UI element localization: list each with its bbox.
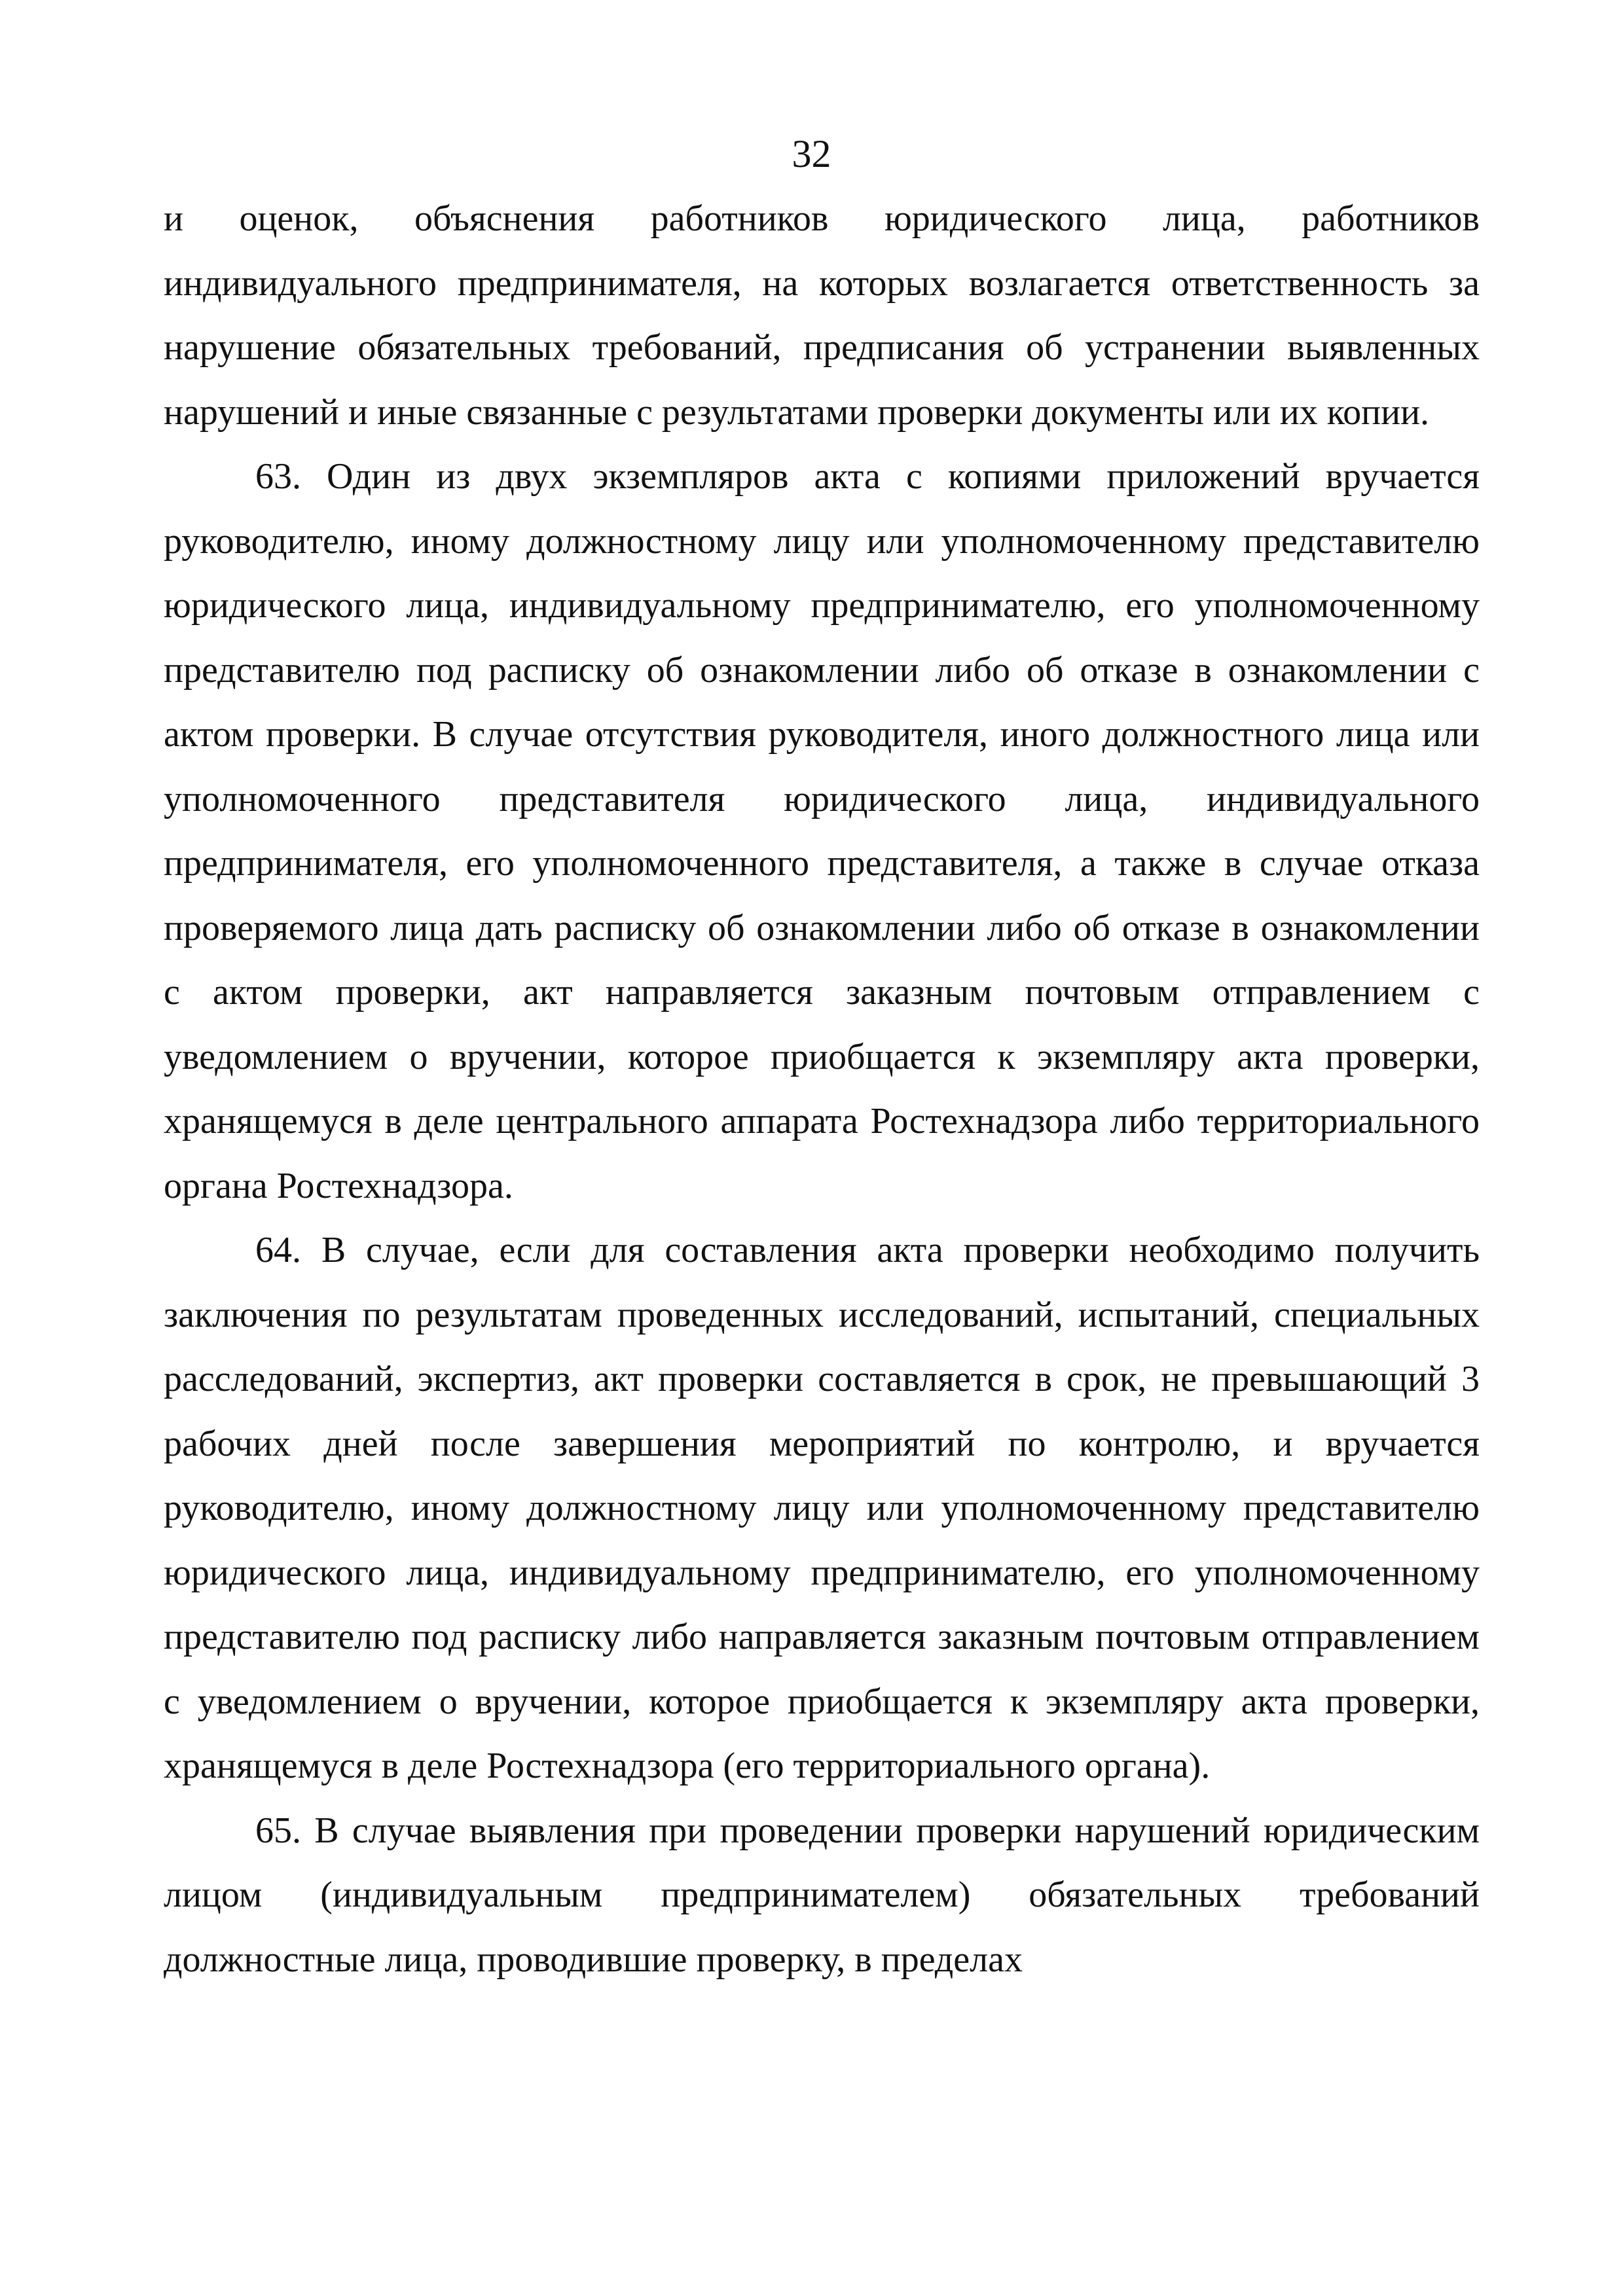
paragraph-63: 63. Один из двух экземпляров акта с копиями приложений вручается руководителю, иному должностному лицу или уполномоченному представителю юридического лица, индивидуальному предпринимателю, его уполномоченному представителю под расписку об ознакомлении либо об отказе в ознакомлении с актом проверки. В случае отсутствия руководителя, иного должностного лица или уполномоченного представителя юридического лица, индивидуального предпринимателя, его уполномоченного представителя, а также в случае отказа проверяемого лица дать расписку об ознакомлении либо об отказе в ознакомлении с актом проверки, акт направляется заказным почтовым отправлением с уведомлением о вручении, которое приобщается к экземпляру акта проверки, хранящемуся в деле центрального аппарата Ростехнадзора либо территориального органа Ростехнадзора. bbox=[164, 456, 1480, 1206]
page-number: 32 bbox=[792, 132, 831, 175]
document-body bbox=[164, 187, 1480, 1992]
paragraph-continuation: и оценок, объяснения работников юридического лица, работников индивидуального предпринимателя, на которых возлагается ответственность за нарушение обязательных требований, предписания об устранении выявленных нарушений и иные связанные с результатами проверки документы или их копии. bbox=[164, 198, 1480, 433]
paragraph-65: 65. В случае выявления при проведении проверки нарушений юридическим лицом (индивидуальным предпринимателем) обязательных требований должностные лица, проводившие проверку, в пределах bbox=[164, 1810, 1480, 1980]
paragraph-64: 64. В случае, если для составления акта проверки необходимо получить заключения по результатам проведенных исследований, испытаний, специальных расследований, экспертиз, акт проверки составляется в срок, не превышающий 3 рабочих дней после завершения мероприятий по контролю, и вручается руководителю, иному должностному лицу или уполномоченному представителю юридического лица, индивидуальному предпринимателю, его уполномоченному представителю под расписку либо направляется заказным почтовым отправлением с уведомлением о вручении, которое приобщается к экземпляру акта проверки, хранящемуся в деле Ростехнадзора (его территориального органа). bbox=[164, 1230, 1480, 1786]
